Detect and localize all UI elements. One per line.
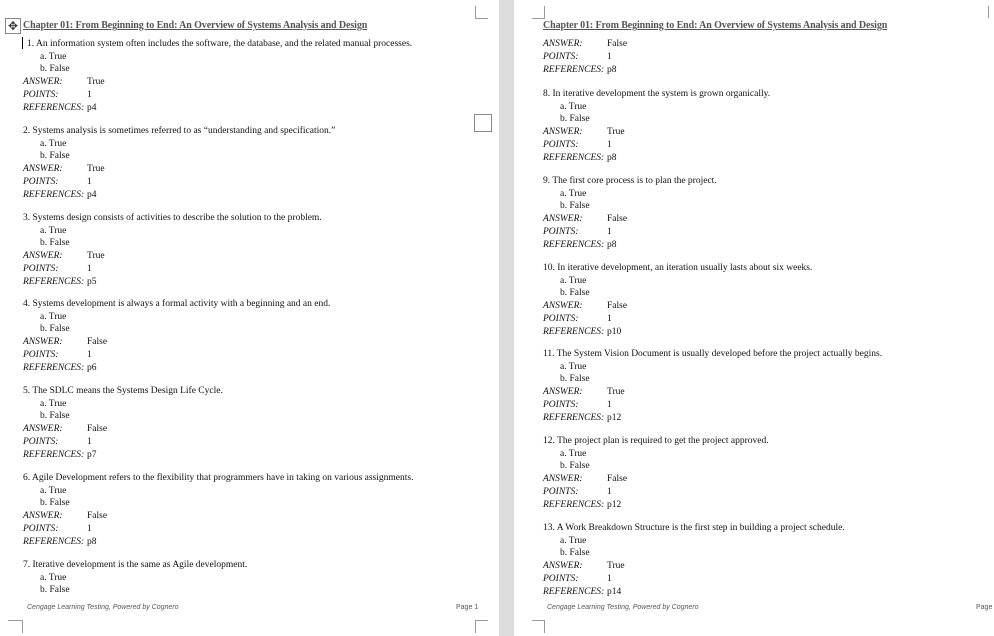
option-a: a. True	[40, 138, 67, 149]
points-label: POINTS:	[23, 90, 59, 100]
option-a: a. True	[560, 536, 587, 546]
option-b: b. False	[560, 548, 590, 558]
answer-value: True	[87, 250, 105, 261]
points-label: POINTS:	[543, 487, 579, 498]
text-box-handle[interactable]	[474, 114, 492, 132]
question-text: 12. The project plan is required to get the project approved.	[543, 436, 769, 447]
points-value: 1	[607, 400, 612, 411]
option-a: a. True	[560, 188, 587, 199]
references-label: REFERENCES:	[23, 537, 85, 547]
answer-label: ANSWER:	[543, 387, 583, 398]
question-text: 1. An information system often includes the software, the database, and the related manual processes.	[27, 39, 413, 49]
references-value: p8	[87, 537, 97, 547]
points-value: 1	[87, 437, 92, 448]
crop-mark	[532, 620, 545, 633]
crop-mark	[475, 6, 488, 19]
question-text: 13. A Work Breakdown Structure is the first step in building a project schedule.	[543, 523, 845, 533]
question-text: 10. In iterative development, an iteration usually lasts about six weeks.	[543, 262, 813, 273]
option-a: a. True	[560, 102, 587, 112]
points-label: POINTS:	[23, 350, 59, 361]
answer-label: ANSWER:	[543, 39, 583, 49]
page-footer: Cengage Learning Testing, Powered by Cognero	[27, 604, 179, 611]
points-label: POINTS:	[23, 437, 59, 448]
points-value: 1	[87, 263, 92, 274]
points-label: POINTS:	[543, 226, 579, 237]
question-text: 5. The SDLC means the Systems Design Life Cycle.	[23, 386, 223, 397]
points-label: POINTS:	[23, 263, 59, 274]
references-value: p8	[607, 153, 617, 163]
references-label: REFERENCES:	[543, 500, 605, 511]
option-b: b. False	[560, 200, 590, 211]
option-b: b. False	[560, 287, 590, 298]
crop-mark	[532, 6, 545, 19]
answer-value: False	[607, 474, 628, 485]
option-a: a. True	[40, 312, 67, 323]
option-a: a. True	[40, 486, 67, 496]
option-b: b. False	[40, 150, 70, 161]
page-number: Page 1	[456, 604, 479, 611]
answer-label: ANSWER:	[23, 424, 63, 435]
move-handle-icon[interactable]: ✥	[5, 18, 21, 34]
references-value: p10	[607, 326, 622, 337]
references-value: p7	[87, 450, 97, 461]
answer-label: ANSWER:	[543, 127, 583, 137]
crop-mark	[475, 620, 488, 633]
points-value: 1	[87, 90, 92, 100]
page-footer: Cengage Learning Testing, Powered by Cognero	[547, 604, 699, 611]
question-text: 6. Agile Development refers to the flexibility that programmers have in taking on various assignments.	[23, 473, 414, 483]
points-label: POINTS:	[543, 52, 579, 62]
answer-value: False	[607, 300, 628, 311]
answer-label: ANSWER:	[543, 474, 583, 485]
points-value: 1	[607, 52, 612, 62]
points-value: 1	[607, 140, 612, 150]
question-text: 3. Systems design consists of activities to describe the solution to the problem.	[23, 212, 322, 223]
option-b: b. False	[40, 584, 70, 595]
answer-label: ANSWER:	[23, 250, 63, 261]
option-b: b. False	[40, 498, 70, 508]
answer-value: True	[607, 127, 625, 137]
references-value: p12	[607, 413, 622, 424]
question-text: 4. Systems development is always a formal activity with a beginning and an end.	[23, 299, 331, 310]
question-text: 8. In iterative development the system is grown organically.	[543, 89, 771, 99]
answer-label: ANSWER:	[23, 77, 63, 87]
crop-mark	[8, 620, 23, 633]
option-b: b. False	[560, 461, 590, 472]
option-a: a. True	[40, 572, 67, 583]
option-b: b. False	[40, 411, 70, 422]
question-text: 11. The System Vision Document is usually developed before the project actually begins.	[543, 349, 883, 360]
option-a: a. True	[560, 275, 587, 286]
references-label: REFERENCES:	[23, 450, 85, 461]
points-label: POINTS:	[543, 313, 579, 324]
question-text: 2. Systems analysis is sometimes referred to as “understanding and specification.”	[23, 125, 336, 136]
references-label: REFERENCES:	[543, 65, 605, 75]
points-value: 1	[607, 574, 612, 584]
answer-value: False	[607, 39, 628, 49]
answer-value: False	[87, 511, 108, 521]
text-cursor	[22, 37, 23, 49]
option-a: a. True	[560, 362, 587, 373]
question-text: 9. The first core process is to plan the project.	[543, 175, 717, 186]
references-value: p6	[87, 363, 97, 374]
references-value: p4	[87, 189, 97, 200]
references-label: REFERENCES:	[23, 103, 85, 113]
answer-label: ANSWER:	[543, 300, 583, 311]
references-label: REFERENCES:	[543, 587, 605, 597]
points-value: 1	[607, 226, 612, 237]
answer-label: ANSWER:	[23, 337, 63, 348]
answer-value: True	[87, 77, 105, 87]
option-b: b. False	[560, 114, 590, 124]
points-value: 1	[87, 524, 92, 534]
answer-value: True	[87, 163, 105, 174]
points-label: POINTS:	[543, 400, 579, 411]
references-value: p14	[607, 587, 622, 597]
question-text: 7. Iterative development is the same as Agile development.	[23, 559, 248, 570]
option-a: a. True	[560, 449, 587, 460]
references-label: REFERENCES:	[543, 239, 605, 250]
points-value: 1	[607, 313, 612, 324]
references-label: REFERENCES:	[543, 153, 605, 163]
crop-mark	[988, 6, 994, 18]
points-label: POINTS:	[543, 574, 579, 584]
points-label: POINTS:	[23, 176, 59, 187]
answer-value: False	[607, 213, 628, 224]
answer-label: ANSWER:	[543, 561, 583, 571]
points-label: POINTS:	[23, 524, 59, 534]
answer-label: ANSWER:	[543, 213, 583, 224]
points-label: POINTS:	[543, 140, 579, 150]
option-a: a. True	[40, 399, 67, 410]
option-a: a. True	[40, 52, 67, 62]
points-value: 1	[607, 487, 612, 498]
references-label: REFERENCES:	[543, 326, 605, 337]
references-value: p8	[607, 65, 617, 75]
references-label: REFERENCES:	[23, 363, 85, 374]
answer-value: False	[87, 337, 108, 348]
references-label: REFERENCES:	[23, 189, 85, 200]
page-header: Chapter 01: From Beginning to End: An Overview of Systems Analysis and Design	[543, 20, 888, 31]
references-value: p8	[607, 239, 617, 250]
page-gap	[499, 0, 514, 636]
points-value: 1	[87, 176, 92, 187]
page-header: Chapter 01: From Beginning to End: An Overview of Systems Analysis and Design	[23, 20, 368, 31]
references-label: REFERENCES:	[23, 276, 85, 287]
option-b: b. False	[40, 237, 70, 248]
answer-label: ANSWER:	[23, 163, 63, 174]
answer-value: True	[607, 387, 625, 398]
references-value: p4	[87, 103, 97, 113]
references-value: p12	[607, 500, 622, 511]
answer-value: False	[87, 424, 108, 435]
option-b: b. False	[560, 374, 590, 385]
option-a: a. True	[40, 225, 67, 236]
option-b: b. False	[40, 64, 70, 74]
references-value: p5	[87, 276, 97, 287]
answer-label: ANSWER:	[23, 511, 63, 521]
answer-value: True	[607, 561, 625, 571]
page-number: Page	[976, 604, 993, 611]
document-page-2[interactable]	[514, 0, 994, 636]
points-value: 1	[87, 350, 92, 361]
references-label: REFERENCES:	[543, 413, 605, 424]
option-b: b. False	[40, 324, 70, 335]
